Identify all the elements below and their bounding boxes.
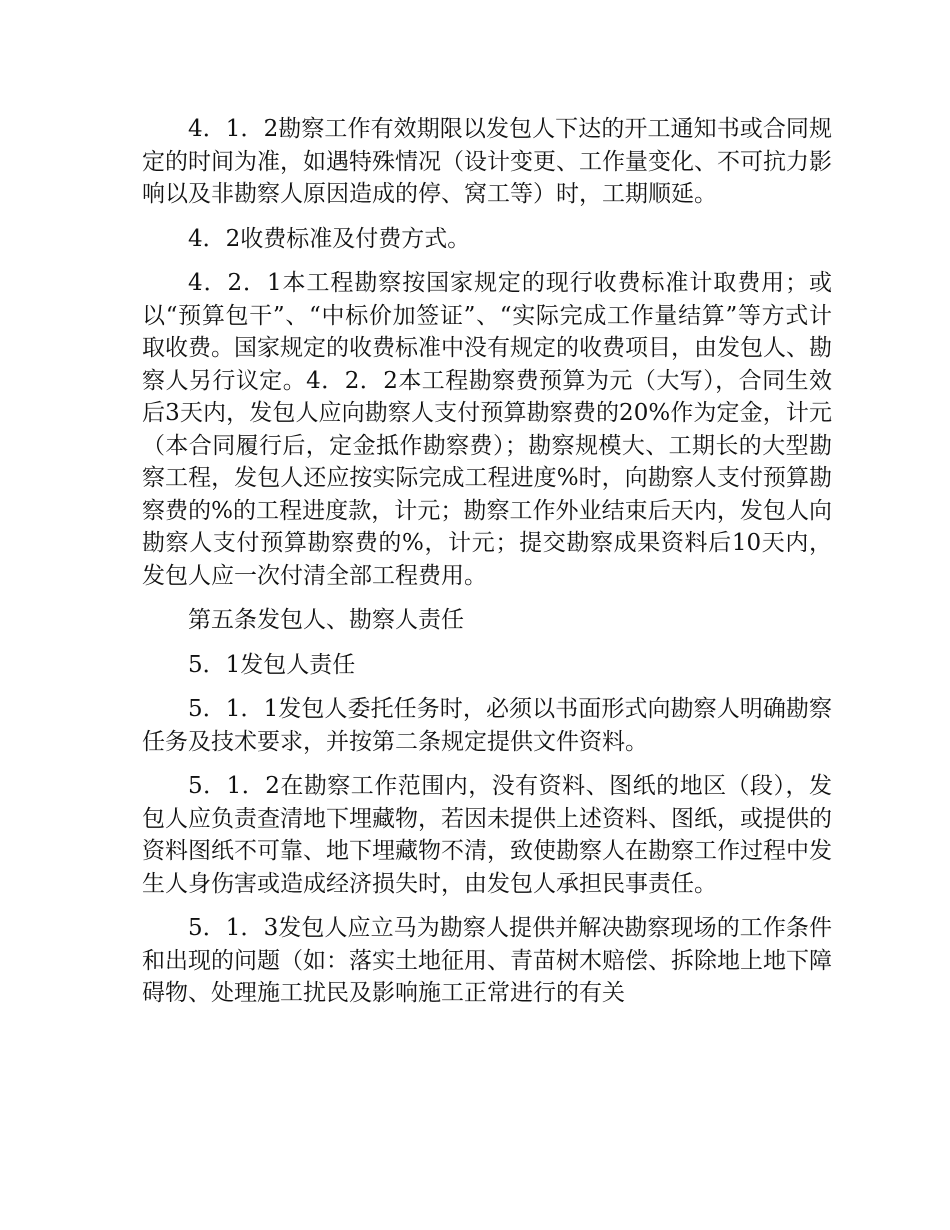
document-body: [142, 113, 832, 1022]
paragraph-5-1-2: 5．1．2在勘察工作范围内，没有资料、图纸的地区（段），发包人应负责查清地下埋藏物，若因未提供上述资料、图纸，或提供的资料图纸不可靠、地下埋藏物不清，致使勘察人在勘察工作过程中发生人身伤害或造成经济损失时，由发包人承担民事责任。: [142, 773, 832, 897]
paragraph-5-1-1: 5．1．1发包人委托任务时，必须以书面形式向勘察人明确勘察任务及技术要求，并按第二条规定提供文件资料。: [142, 696, 832, 755]
paragraph-4-1-2: 4．1．2勘察工作有效期限以发包人下达的开工通知书或合同规定的时间为准，如遇特殊情况（设计变更、工作量变化、不可抗力影响以及非勘察人原因造成的停、窝工等）时，工期顺延。: [142, 116, 832, 207]
paragraph-4-2-1: 4．2．1本工程勘察按国家规定的现行收费标准计取费用；或以“预算包干”、“中标价加签证”、“实际完成工作量结算”等方式计取收费。国家规定的收费标准中没有规定的收费项目，由发包人、勘察人另行议定。4．2．2本工程勘察费预算为元（大写），合同生效后3天内，发包人应向勘察人支付预算勘察费的20%作为定金，计元（本合同履行后，定金抵作勘察费）；勘察规模大、工期长的大型勘察工程，发包人还应按实际完成工程进度%时，向勘察人支付预算勘察费的%的工程进度款，计元；勘察工作外业结束后天内，发包人向勘察人支付预算勘察费的%，计元；提交勘察成果资料后10天内，发包人应一次付清全部工程费用。: [142, 270, 832, 589]
section-heading-article-5: 第五条发包人、勘察人责任: [188, 607, 464, 633]
subheading-5-1: 5．1发包人责任: [188, 651, 356, 678]
paragraph-5-1-3: 5．1．3发包人应立马为勘察人提供并解决勘察现场的工作条件和出现的问题（如：落实土地征用、青苗树木赔偿、拆除地上地下障碍物、处理施工扰民及影响施工正常进行的有关: [142, 915, 832, 1006]
paragraph-4-2: 4．2收费标准及付费方式。: [188, 225, 471, 252]
